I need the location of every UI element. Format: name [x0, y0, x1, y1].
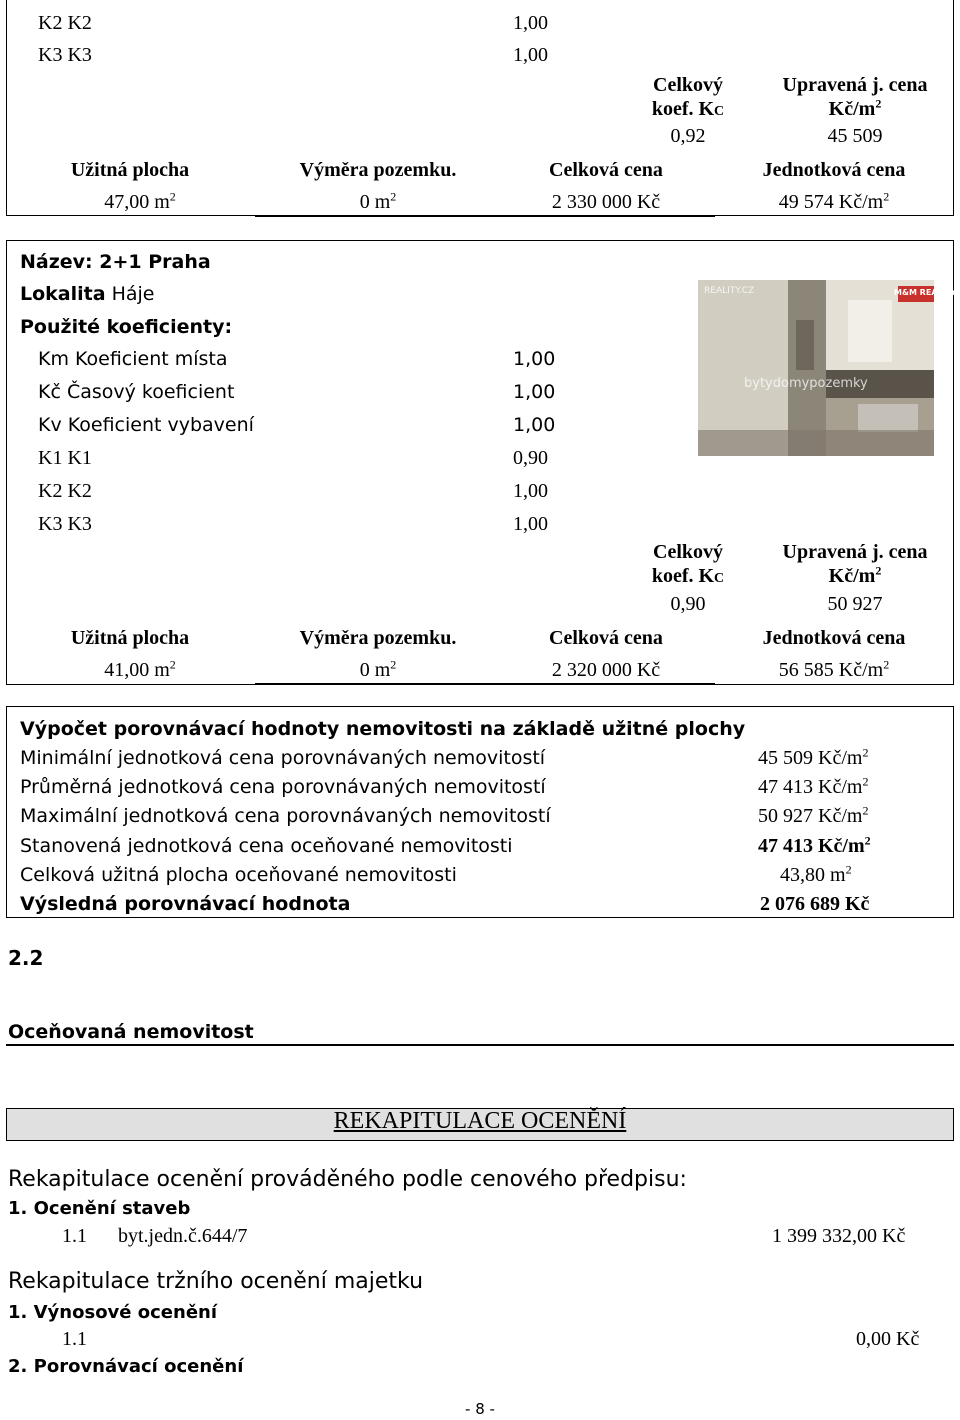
vypocet-value: 45 509 $Kč/m^2$: [758, 745, 869, 769]
rekap1-item-value: 1 399 332,00 Kč: [772, 1225, 906, 1247]
row-pozemek: 0 $m^2$: [359, 657, 397, 681]
row-underline: [255, 215, 715, 217]
vypocet-label: Stanovená jednotková cena oceňované nemovitosti: [20, 835, 513, 857]
photo-watermark: REALITY.CZ: [704, 286, 755, 296]
row-jednotkova: 49 574 $Kč/m^2$: [778, 189, 890, 213]
rekap2-sub2: 2. Porovnávací ocenění: [8, 1356, 244, 1377]
vypocet-value: 50 927 $Kč/m^2$: [758, 803, 869, 827]
upravena-cena-value: 45 509: [827, 125, 883, 147]
section-divider: [6, 1044, 954, 1046]
coef-label: K3 K3: [38, 44, 92, 66]
page-number: - 8 -: [465, 1400, 495, 1418]
row-cena: 2 330 000 Kč: [551, 191, 661, 213]
nazev: Název: 2+1 Praha: [20, 251, 211, 273]
upravena-cena-header: Upravená j. cena $Kč/m^2$: [782, 74, 928, 120]
coef-value: 1,00: [513, 348, 556, 370]
rekap2-title: Rekapitulace tržního ocenění majetku: [8, 1269, 424, 1294]
coef-value: 1,00: [513, 12, 548, 34]
col-header-jednotkova: Jednotková cena: [762, 627, 906, 649]
property-photo: [698, 280, 957, 456]
col-header-jednotkova: Jednotková cena: [762, 159, 906, 181]
coef-label: K3 K3: [38, 513, 92, 535]
rekap1-item-num: 1.1: [62, 1225, 87, 1247]
coef-value: 1,00: [513, 44, 548, 66]
row-pozemek: 0 $m^2$: [359, 189, 397, 213]
celkovy-koef-header: Celkový koef. KC: [651, 541, 725, 587]
row-jednotkova: 56 585 $Kč/m^2$: [778, 657, 890, 681]
lokalita: Lokalita Háje: [20, 283, 155, 305]
vypocet-label: Minimální jednotková cena porovnávaných nemovitostí: [20, 747, 546, 769]
col-header-plocha: Užitná plocha: [70, 627, 190, 649]
rekap2-item-value: 0,00 Kč: [856, 1328, 920, 1350]
row-underline: [255, 683, 715, 685]
photo-logo: M&M REALITY: [894, 288, 957, 297]
vypocet-label: Průměrná jednotková cena porovnávaných nemovitostí: [20, 776, 546, 798]
col-header-pozemek: Výměra pozemku.: [299, 627, 457, 649]
col-header-cena: Celková cena: [549, 159, 663, 181]
upravena-cena-value: 50 927: [827, 593, 883, 615]
coef-label: Km Koeficient místa: [38, 348, 228, 370]
rekap1-sub: 1. Ocenění staveb: [8, 1198, 191, 1219]
coef-label: K1 K1: [38, 447, 92, 469]
kitchen-photo-illustration: [698, 280, 934, 456]
col-header-pozemek: Výměra pozemku.: [299, 159, 457, 181]
rekapitulace-title: REKAPITULACE OCENĚNÍ: [333, 1108, 627, 1134]
coef-label: Kv Koeficient vybavení: [38, 414, 254, 436]
celkovy-koef-value: 0,90: [670, 593, 706, 615]
coef-value: 1,00: [513, 513, 548, 535]
row-plocha: 41,00 $m^2$: [104, 657, 176, 681]
rekap1-item-name: byt.jedn.č.644/7: [118, 1225, 248, 1247]
section-title: Oceňovaná nemovitost: [8, 1021, 254, 1043]
vypocet-value: 47 413 $Kč/m^2$: [758, 774, 869, 798]
rekap1-title: Rekapitulace ocenění prováděného podle cenového předpisu:: [8, 1167, 687, 1192]
section-number: 2.2: [8, 946, 44, 970]
vypocet-value: 43,80 $m^2$: [780, 862, 852, 886]
celkovy-koef-header: Celkový koef. KC: [651, 74, 725, 120]
rekap2-item-num: 1.1: [62, 1328, 87, 1350]
row-plocha: 47,00 $m^2$: [104, 189, 176, 213]
vypocet-title: Výpočet porovnávací hodnoty nemovitosti na základě užitné plochy: [20, 718, 746, 740]
upravena-cena-header: Upravená j. cena $Kč/m^2$: [782, 541, 928, 587]
col-header-cena: Celková cena: [549, 627, 663, 649]
celkovy-koef-value: 0,92: [670, 125, 706, 147]
coef-value: 1,00: [513, 480, 548, 502]
row-cena: 2 320 000 Kč: [551, 659, 661, 681]
coef-value: 1,00: [513, 414, 556, 436]
photo-watermark: bytydomypozemky: [744, 376, 868, 391]
pouzite-koeficienty: Použité koeficienty:: [20, 316, 233, 338]
vypocet-label: Maximální jednotková cena porovnávaných nemovitostí: [20, 805, 551, 827]
vypocet-value: 47 413 $Kč/m^2$: [758, 833, 871, 857]
col-header-plocha: Užitná plocha: [70, 159, 190, 181]
coef-value: 1,00: [513, 381, 556, 403]
coef-value: 0,90: [513, 447, 548, 469]
vysledna-value: 2 076 689 Kč: [760, 893, 870, 915]
vypocet-label: Celková užitná plocha oceňované nemovitosti: [20, 864, 457, 886]
coef-label: K2 K2: [38, 12, 92, 34]
vysledna-label: Výsledná porovnávací hodnota: [20, 893, 351, 915]
coef-label: Kč Časový koeficient: [38, 381, 235, 403]
rekap2-sub1: 1. Výnosové ocenění: [8, 1302, 218, 1323]
coef-label: K2 K2: [38, 480, 92, 502]
